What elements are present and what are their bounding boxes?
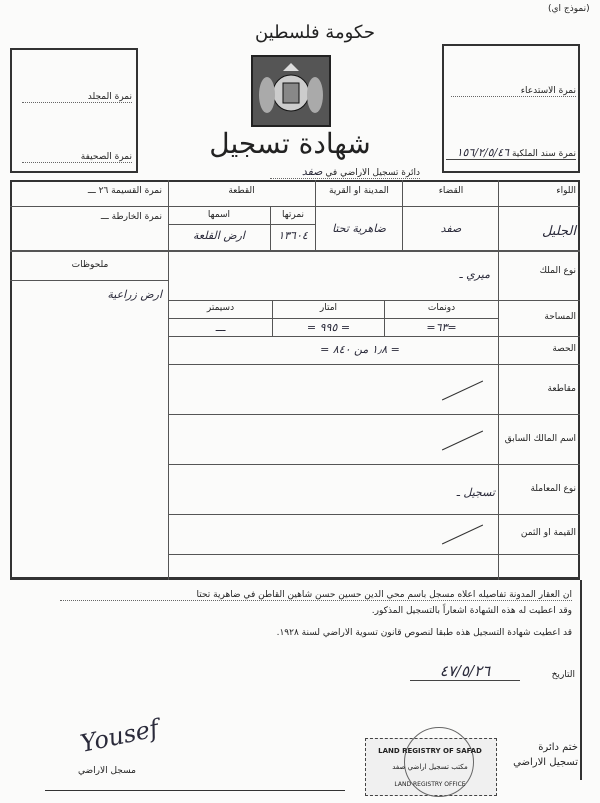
previous-owner-label: اسم المالك السابق — [504, 434, 576, 444]
meters-value: = ٩٩٥ = — [306, 321, 351, 334]
plot-number: نمرة القسيمة ٢٦ ـــ — [87, 186, 162, 196]
price-label: القيمة او الثمن — [520, 528, 576, 538]
seal-label-1: ختم دائرة — [538, 742, 578, 753]
page-label: نمرة الصحيفة — [22, 152, 132, 163]
transaction-label: نوع المعاملة — [530, 484, 576, 494]
dunams-value: =٦٣= — [426, 321, 457, 334]
notes-label: ملحوظات — [71, 260, 109, 270]
registrar-signature: Yousef — [77, 714, 162, 758]
deed-value: ١٥٦/٢/٥/٤٦ — [456, 146, 510, 159]
parcel-number-label: نمرتها — [281, 210, 305, 220]
decimeters-value: ـــ — [215, 321, 226, 334]
seal-label-2: تسجيل الاراضي — [513, 757, 578, 768]
application-box — [442, 44, 580, 173]
stamp-line-3: LAND REGISTRY OFFICE — [394, 781, 466, 788]
government-title: حكومة فلسطين — [255, 22, 375, 43]
notification-statement: وقد اعطيت له هذه الشهادة اشعاراً بالتسجيل المذكور. — [371, 606, 572, 616]
subdistrict-label: القضاء — [438, 186, 464, 196]
deed-number — [446, 146, 576, 160]
meters-label: امتار — [319, 303, 338, 313]
royal-crest-emblem — [251, 55, 331, 127]
land-registry-stamp — [365, 738, 497, 796]
parcel-label: القطعة — [228, 186, 255, 196]
volume-label: نمرة المجلد — [22, 92, 132, 103]
subdistrict-value: صفد — [440, 222, 462, 235]
date-value: ٤٧/٥/٢٦ — [410, 662, 520, 681]
office-value: صفد — [301, 165, 323, 178]
district-value: الجليل — [541, 224, 576, 239]
land-type-label: نوع الملك — [539, 266, 576, 276]
transaction-value: تسجيل ـ — [456, 486, 495, 499]
area-label: المساحة — [544, 312, 576, 322]
registrar-label: مسجل الاراضي — [78, 766, 136, 776]
parcel-number-value: ١٣٦٠٤ — [278, 229, 308, 242]
town-value: ضاهرية تحتا — [332, 222, 386, 235]
decimeters-label: دسيمتر — [206, 303, 235, 313]
share-value: = ١٫٨ من ٨٤٠ = — [320, 343, 400, 356]
share-label: الحصة — [552, 344, 576, 354]
stamp-line-2: مكتب تسجيل اراضي صفد — [392, 763, 468, 771]
boundaries-label: مقاطعة — [547, 384, 576, 394]
parcel-name-value: ارض القلعة — [193, 229, 245, 242]
owner-statement: ان العقار المدونة تفاصيله اعلاه مسجل باسم محي الدين حسين حسن شاهين القاطن في ضاهرية تحتا — [60, 590, 572, 601]
form-code: (نموذج اي) — [548, 4, 590, 14]
map-number: نمرة الخارطة ـــ — [100, 212, 162, 222]
district-label: اللواء — [556, 186, 576, 196]
notes-value: ارض زراعية — [107, 288, 162, 301]
application-label: نمرة الاستدعاء — [451, 86, 576, 97]
office-line — [270, 165, 420, 179]
law-statement: قد اعطيت شهادة التسجيل هذه طبقا لنصوص قانون تسوية الاراضي لسنة ١٩٢٨. — [276, 628, 572, 638]
land-type-value: ميري ـ — [459, 268, 490, 281]
certificate-title: شهادة تسجيل — [209, 127, 371, 160]
parcel-name-label: اسمها — [207, 210, 231, 220]
office-label: دائرة تسجيل الاراضي في — [325, 168, 420, 178]
stamp-line-1: LAND REGISTRY OF SAFAD — [378, 747, 482, 755]
deed-label: نمرة سند الملكية — [511, 149, 576, 159]
date-label: التاريخ — [551, 670, 575, 680]
town-label: المدينة او القرية — [329, 186, 389, 196]
dunams-label: دونمات — [427, 303, 456, 313]
volume-box — [10, 48, 138, 173]
